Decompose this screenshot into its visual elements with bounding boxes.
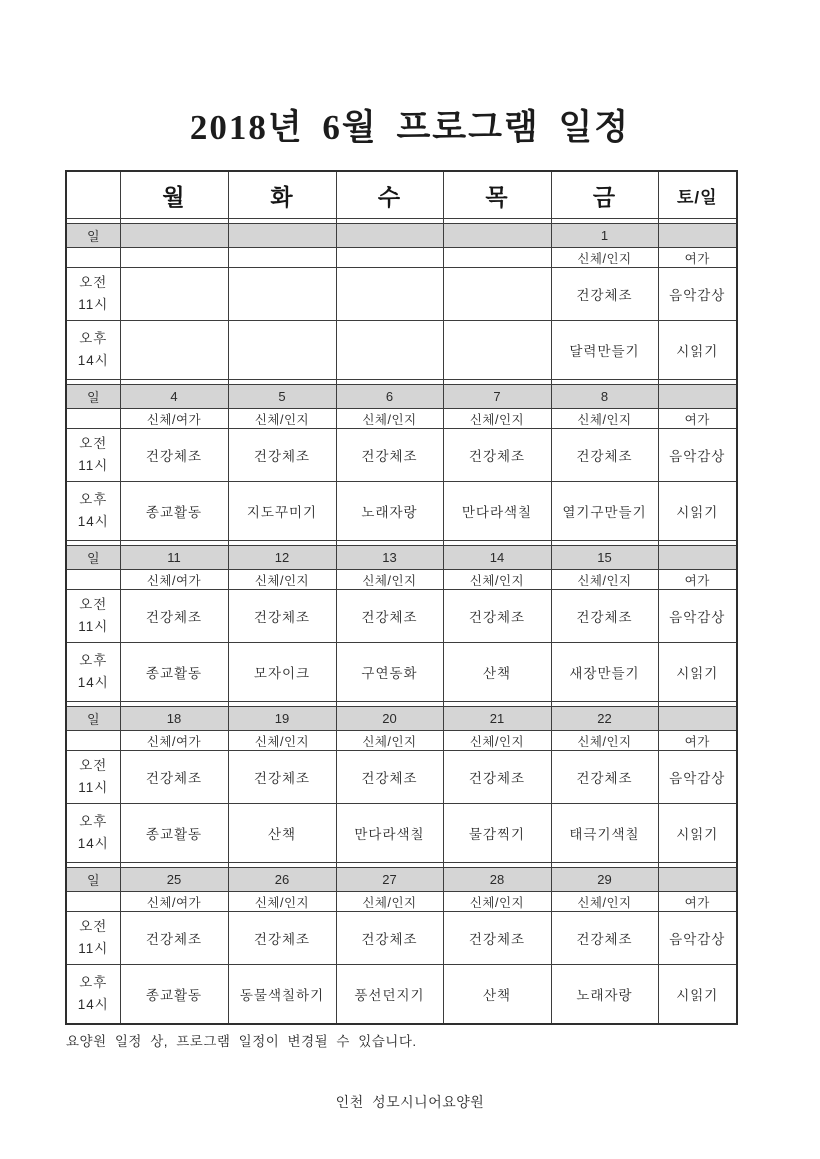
category-cell: 신체/여가: [120, 731, 228, 751]
afternoon-activity-cell: 종교활동: [120, 482, 228, 541]
date-cell: 29: [551, 868, 658, 892]
afternoon-activity-cell: 시읽기: [658, 482, 737, 541]
time-label-line: 오전: [79, 275, 108, 291]
day-header: 수: [336, 171, 443, 219]
morning-activity-cell: 건강체조: [551, 912, 658, 965]
date-cell: 8: [551, 385, 658, 409]
date-row-label: 일: [66, 385, 120, 409]
schedule-table: [65, 170, 738, 1025]
afternoon-time-label: [66, 643, 120, 702]
category-cell: 신체/인지: [551, 892, 658, 912]
time-label-line: 11시: [78, 780, 109, 795]
day-header: 토/일: [658, 171, 737, 219]
afternoon-activity-cell: 노래자랑: [551, 965, 658, 1025]
day-header: 화: [228, 171, 336, 219]
afternoon-activity-cell: 새장만들기: [551, 643, 658, 702]
date-cell: 6: [336, 385, 443, 409]
morning-activity-cell: 건강체조: [551, 751, 658, 804]
afternoon-activity-cell: 노래자랑: [336, 482, 443, 541]
afternoon-activity-cell: 종교활동: [120, 965, 228, 1025]
time-label-line: 14시: [77, 675, 109, 690]
afternoon-activity-cell: [228, 321, 336, 380]
date-cell: [658, 868, 737, 892]
day-header: 목: [443, 171, 551, 219]
afternoon-activity-cell: 달력만들기: [551, 321, 658, 380]
morning-activity-cell: 건강체조: [443, 912, 551, 965]
category-cell: 신체/인지: [551, 248, 658, 268]
category-cell: 신체/인지: [443, 731, 551, 751]
afternoon-activity-cell: 시읽기: [658, 804, 737, 863]
category-cell: 신체/여가: [120, 570, 228, 590]
afternoon-time-label: [66, 965, 120, 1025]
date-cell: 15: [551, 546, 658, 570]
morning-activity-cell: [228, 268, 336, 321]
time-label-line: 11시: [78, 297, 109, 312]
morning-activity-cell: 음악감상: [658, 912, 737, 965]
date-cell: 28: [443, 868, 551, 892]
morning-activity-cell: 음악감상: [658, 751, 737, 804]
afternoon-activity-cell: 산책: [443, 965, 551, 1025]
afternoon-activity-cell: 태극기색칠: [551, 804, 658, 863]
afternoon-activity-cell: [443, 321, 551, 380]
afternoon-activity-cell: 시읽기: [658, 643, 737, 702]
morning-time-label: [66, 429, 120, 482]
morning-activity-cell: 건강체조: [228, 590, 336, 643]
date-cell: [336, 224, 443, 248]
date-cell: 7: [443, 385, 551, 409]
category-row-label: [66, 409, 120, 429]
time-label-line: 오전: [79, 919, 108, 935]
date-cell: 12: [228, 546, 336, 570]
afternoon-time-label: [66, 321, 120, 380]
morning-activity-cell: 건강체조: [228, 751, 336, 804]
date-cell: 25: [120, 868, 228, 892]
date-row-label: 일: [66, 546, 120, 570]
date-row-label: 일: [66, 707, 120, 731]
date-cell: [658, 385, 737, 409]
category-cell: 여가: [658, 892, 737, 912]
morning-activity-cell: [120, 268, 228, 321]
category-cell: 신체/인지: [443, 570, 551, 590]
category-row-label: [66, 892, 120, 912]
morning-time-label: [66, 751, 120, 804]
afternoon-activity-cell: 동물색칠하기: [228, 965, 336, 1025]
morning-activity-cell: 건강체조: [120, 590, 228, 643]
morning-activity-cell: [336, 268, 443, 321]
category-row-label: [66, 570, 120, 590]
date-cell: [228, 224, 336, 248]
morning-activity-cell: 건강체조: [228, 429, 336, 482]
morning-activity-cell: 건강체조: [120, 912, 228, 965]
schedule-table-body: [66, 171, 737, 1024]
morning-activity-cell: 건강체조: [443, 751, 551, 804]
morning-activity-cell: 건강체조: [336, 912, 443, 965]
time-label-line: 오전: [79, 436, 108, 452]
category-cell: 신체/인지: [551, 409, 658, 429]
afternoon-activity-cell: 시읽기: [658, 965, 737, 1025]
day-header: 금: [551, 171, 658, 219]
category-cell: [120, 248, 228, 268]
category-cell: 신체/인지: [336, 570, 443, 590]
category-cell: [336, 248, 443, 268]
date-cell: 27: [336, 868, 443, 892]
morning-activity-cell: 음악감상: [658, 429, 737, 482]
date-cell: [120, 224, 228, 248]
time-label-line: 오후: [79, 331, 108, 347]
morning-activity-cell: 건강체조: [336, 429, 443, 482]
time-label-line: 11시: [78, 941, 109, 956]
afternoon-activity-cell: 물감찍기: [443, 804, 551, 863]
morning-activity-cell: 건강체조: [551, 429, 658, 482]
date-cell: 18: [120, 707, 228, 731]
morning-activity-cell: 건강체조: [336, 590, 443, 643]
morning-time-label: [66, 268, 120, 321]
page-title: 2018년 6월 프로그램 일정: [189, 108, 631, 147]
date-cell: [658, 707, 737, 731]
morning-activity-cell: 건강체조: [551, 268, 658, 321]
category-row-label: [66, 731, 120, 751]
category-cell: 여가: [658, 248, 737, 268]
afternoon-activity-cell: [120, 321, 228, 380]
category-cell: 신체/여가: [120, 892, 228, 912]
time-label-line: 오후: [79, 814, 108, 830]
category-cell: 신체/여가: [120, 409, 228, 429]
afternoon-activity-cell: 모자이크: [228, 643, 336, 702]
category-cell: [228, 248, 336, 268]
date-cell: [443, 224, 551, 248]
category-cell: [443, 248, 551, 268]
afternoon-activity-cell: 지도꾸미기: [228, 482, 336, 541]
afternoon-activity-cell: 열기구만들기: [551, 482, 658, 541]
time-label-line: 11시: [78, 619, 109, 634]
time-label-line: 14시: [77, 836, 109, 851]
category-cell: 여가: [658, 409, 737, 429]
morning-time-label: [66, 912, 120, 965]
morning-time-label: [66, 590, 120, 643]
date-row-label: 일: [66, 224, 120, 248]
morning-activity-cell: 건강체조: [120, 751, 228, 804]
category-cell: 신체/인지: [336, 409, 443, 429]
time-label-line: 오전: [79, 758, 108, 774]
category-cell: 여가: [658, 731, 737, 751]
time-label-line: 14시: [77, 997, 109, 1012]
date-cell: 26: [228, 868, 336, 892]
morning-activity-cell: 음악감상: [658, 268, 737, 321]
morning-activity-cell: 건강체조: [228, 912, 336, 965]
date-cell: 22: [551, 707, 658, 731]
time-label-line: 11시: [78, 458, 109, 473]
date-cell: 1: [551, 224, 658, 248]
afternoon-activity-cell: 산책: [443, 643, 551, 702]
category-cell: 신체/인지: [228, 570, 336, 590]
afternoon-activity-cell: 만다라색칠: [336, 804, 443, 863]
date-cell: 19: [228, 707, 336, 731]
morning-activity-cell: 건강체조: [336, 751, 443, 804]
date-cell: 13: [336, 546, 443, 570]
date-cell: 14: [443, 546, 551, 570]
morning-activity-cell: [443, 268, 551, 321]
afternoon-activity-cell: 종교활동: [120, 804, 228, 863]
time-label-line: 오후: [79, 975, 108, 991]
category-cell: 신체/인지: [336, 731, 443, 751]
category-cell: 신체/인지: [228, 731, 336, 751]
morning-activity-cell: 건강체조: [443, 590, 551, 643]
morning-activity-cell: 건강체조: [120, 429, 228, 482]
category-cell: 신체/인지: [336, 892, 443, 912]
afternoon-time-label: [66, 482, 120, 541]
morning-activity-cell: 건강체조: [443, 429, 551, 482]
time-label-line: 14시: [77, 514, 109, 529]
time-label-line: 오후: [79, 653, 108, 669]
category-cell: 신체/인지: [551, 731, 658, 751]
date-cell: 20: [336, 707, 443, 731]
category-cell: 신체/인지: [551, 570, 658, 590]
category-row-label: [66, 248, 120, 268]
time-label-line: 14시: [77, 353, 109, 368]
date-cell: 11: [120, 546, 228, 570]
afternoon-activity-cell: 시읽기: [658, 321, 737, 380]
time-label-line: 오후: [79, 492, 108, 508]
category-cell: 여가: [658, 570, 737, 590]
afternoon-activity-cell: 풍선던지기: [336, 965, 443, 1025]
time-label-line: 오전: [79, 597, 108, 613]
date-cell: 5: [228, 385, 336, 409]
category-cell: 신체/인지: [228, 409, 336, 429]
morning-activity-cell: 건강체조: [551, 590, 658, 643]
afternoon-time-label: [66, 804, 120, 863]
category-cell: 신체/인지: [228, 892, 336, 912]
change-notice: 요양원 일정 상, 프로그램 일정이 변경될 수 있습니다.: [66, 1034, 417, 1049]
organization-name: 인천 성모시니어요양원: [335, 1094, 485, 1110]
date-cell: [658, 224, 737, 248]
date-cell: [658, 546, 737, 570]
date-cell: 4: [120, 385, 228, 409]
morning-activity-cell: 음악감상: [658, 590, 737, 643]
corner-cell: [66, 171, 120, 219]
category-cell: 신체/인지: [443, 409, 551, 429]
afternoon-activity-cell: 구연동화: [336, 643, 443, 702]
day-header: 월: [120, 171, 228, 219]
afternoon-activity-cell: 종교활동: [120, 643, 228, 702]
date-cell: 21: [443, 707, 551, 731]
afternoon-activity-cell: [336, 321, 443, 380]
afternoon-activity-cell: 산책: [228, 804, 336, 863]
date-row-label: 일: [66, 868, 120, 892]
category-cell: 신체/인지: [443, 892, 551, 912]
afternoon-activity-cell: 만다라색칠: [443, 482, 551, 541]
